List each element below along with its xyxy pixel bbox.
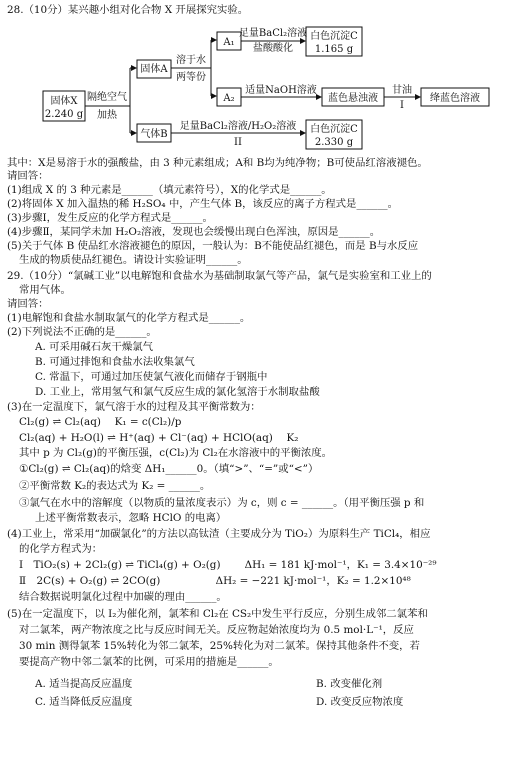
mass-c-top: 1.165 g [314, 44, 354, 55]
deep-blue-label: 绛蓝色溶液 [430, 93, 480, 104]
solid-a-label: 固体A [140, 64, 168, 75]
q29-part-5-option-c: C. 适当降低反应温度 [35, 696, 133, 708]
q29-prompt: 请回答： [7, 298, 49, 310]
q29-part-3-1: ①Cl₂(g) ⇌ Cl₂(aq)的焓变 ΔH₁______0。（填“>”、“=”或“<”） [19, 463, 319, 475]
q28-part-3: (3)步骤Ⅰ，发生反应的化学方程式是______。 [7, 212, 213, 224]
a1-label: A₁ [223, 37, 235, 48]
step-1-label: I [400, 100, 404, 111]
solid-x-label: 固体X [50, 96, 78, 107]
q29-definition: 其中 p 为 Cl₂(g)的平衡压强，c(Cl₂)为 Cl₂在水溶液中的平衡浓度。 [19, 447, 333, 459]
q29-part-4-cont: 的化学方程式为： [19, 543, 103, 555]
q29-part-5-line-3: 30 min 测得氯苯 15%转化为邻二氯苯，25%转化为对二氯苯。保持其他条件不变，若 [19, 640, 420, 652]
glycerol-label: 甘油 [392, 85, 412, 96]
q29-part-1: (1)电解饱和食盐水制取氯气的化学方程式是______。 [7, 312, 251, 324]
q29-part-3-3: ③氯气在水中的溶解度（以物质的量浓度表示）为 c，则 c = ______。（用平衡压强 p 和 [19, 497, 425, 509]
q29-part-3-3-cont: 上述平衡常数表示，忽略 HClO 的电离） [35, 512, 227, 524]
heat-label: 加热 [97, 110, 117, 121]
q29-part-5-option-d: D. 改变反应物浓度 [316, 696, 404, 708]
naoh-label: 适量NaOH溶液 [245, 85, 317, 96]
q29-part-3-2: ②平衡常数 K₂的表达式为 K₂ = ______。 [19, 480, 211, 492]
q29-part-4-question: 结合数据说明氯化过程中加碳的理由______。 [19, 591, 227, 603]
split-label: 两等份 [176, 72, 206, 83]
q28-part-4: (4)步骤Ⅱ，某同学未加 H₂O₂溶液，发现也会缓慢出现白色浑浊，原因是______。 [7, 226, 381, 238]
q29-eq-1: Cl₂(g) ⇌ Cl₂(aq) K₁ = c(Cl₂)/p [19, 416, 182, 428]
q29-part-5-line-4: 要提高产物中邻二氯苯的比例，可采用的措施是______。 [19, 656, 279, 668]
q28-header: 28.（10分）某兴趣小组对化合物 X 开展探究实验。 [7, 4, 249, 16]
q28-flow-diagram [0, 0, 529, 160]
q29-part-3: (3)在一定温度下，氯气溶于水的过程及其平衡常数为： [7, 401, 261, 413]
step-2-label: II [234, 137, 242, 148]
dissolve-label: 溶于水 [176, 55, 206, 66]
isolate-air-label: 隔绝空气 [87, 92, 127, 103]
white-ppt-c-bottom: 白色沉淀C [310, 124, 358, 135]
q28-part-5-cont: 生成的物质使品红褪色。请设计实验证明______。 [19, 254, 248, 266]
gas-b-label: 气体B [140, 129, 168, 140]
blue-turbid-label: 蓝色悬浊液 [328, 93, 378, 104]
q29-reaction-2: Ⅱ 2C(s) + O₂(g) ⇌ 2CO(g) ΔH₂ = −221 kJ·mol⁻¹，K₂ = 1.2×10⁴⁸ [19, 575, 411, 587]
q28-prompt: 请回答： [7, 170, 49, 182]
q29-part-5-line-2: 对二氯苯，两产物浓度之比与反应时间无关。反应物起始浓度均为 0.5 mol·L⁻¹，反应 [19, 624, 414, 636]
mass-c-bottom: 2.330 g [314, 137, 354, 148]
q29-option-d: D. 工业上，常用氢气和氯气反应生成的氯化氢溶于水制取盐酸 [35, 386, 320, 398]
q28-part-2: (2)将固体 X 加入温热的稀 H₂SO₄ 中，产生气体 B，该反应的离子方程式是______。 [7, 198, 399, 210]
q29-eq-2: Cl₂(aq) + H₂O(l) ⇌ H⁺(aq) + Cl⁻(aq) + HClO(aq) K₂ [19, 432, 299, 444]
q29-option-b: B. 可通过排饱和食盐水法收集氯气 [35, 356, 195, 368]
q29-header: 29.（10分）“氯碱工业”以电解饱和食盐水为基础制取氯气等产品，氯气是实验室和工业上的 [7, 270, 432, 282]
q29-reaction-1: Ⅰ TiO₂(s) + 2Cl₂(g) ⇌ TiCl₄(g) + O₂(g) ΔH₁ = 181 kJ·mol⁻¹，K₁ = 3.4×10⁻²⁹ [19, 559, 437, 571]
q29-part-2: (2)下列说法不正确的是______。 [7, 326, 157, 338]
q28-intro: 其中：X是易溶于水的强酸盐，由 3 种元素组成；A和 B均为纯净物；B可使品红溶液褪色。 [7, 157, 428, 169]
q28-part-5: (5)关于气体 B 使品红水溶液褪色的原因，一般认为：B不能使品红褪色，而是 B与水反应 [7, 240, 419, 252]
q29-part-4: (4)工业上，常采用“加碳氯化”的方法以高钛渣（主要成分为 TiO₂）为原料生产 TiCl₄，相应 [7, 528, 431, 540]
reagent-top-label: 足量BaCl₂溶液 [238, 28, 308, 39]
q28-part-1: (1)组成 X 的 3 种元素是______（填元素符号），X的化学式是______。 [7, 184, 332, 196]
q29-header-cont: 常用气体。 [19, 284, 71, 296]
q29-part-5-option-a: A. 适当提高反应温度 [35, 678, 133, 690]
q29-part-5-option-b: B. 改变催化剂 [316, 678, 383, 690]
reagent-bottom-label: 足量BaCl₂溶液/H₂O₂溶液 [179, 121, 297, 132]
acidify-label: 盐酸酸化 [253, 43, 293, 54]
q29-option-a: A. 可采用碱石灰干燥氯气 [35, 341, 154, 353]
a2-label: A₂ [223, 93, 235, 104]
solid-x-mass: 2.240 g [44, 109, 84, 120]
white-ppt-c-top: 白色沉淀C [310, 31, 358, 42]
q29-part-5: (5)在一定温度下，以 I₂为催化剂，氯苯和 Cl₂在 CS₂中发生平行反应，分别生成邻二氯苯和 [7, 608, 428, 620]
q29-option-c: C. 常温下，可通过加压使氯气液化而储存于钢瓶中 [35, 371, 268, 383]
